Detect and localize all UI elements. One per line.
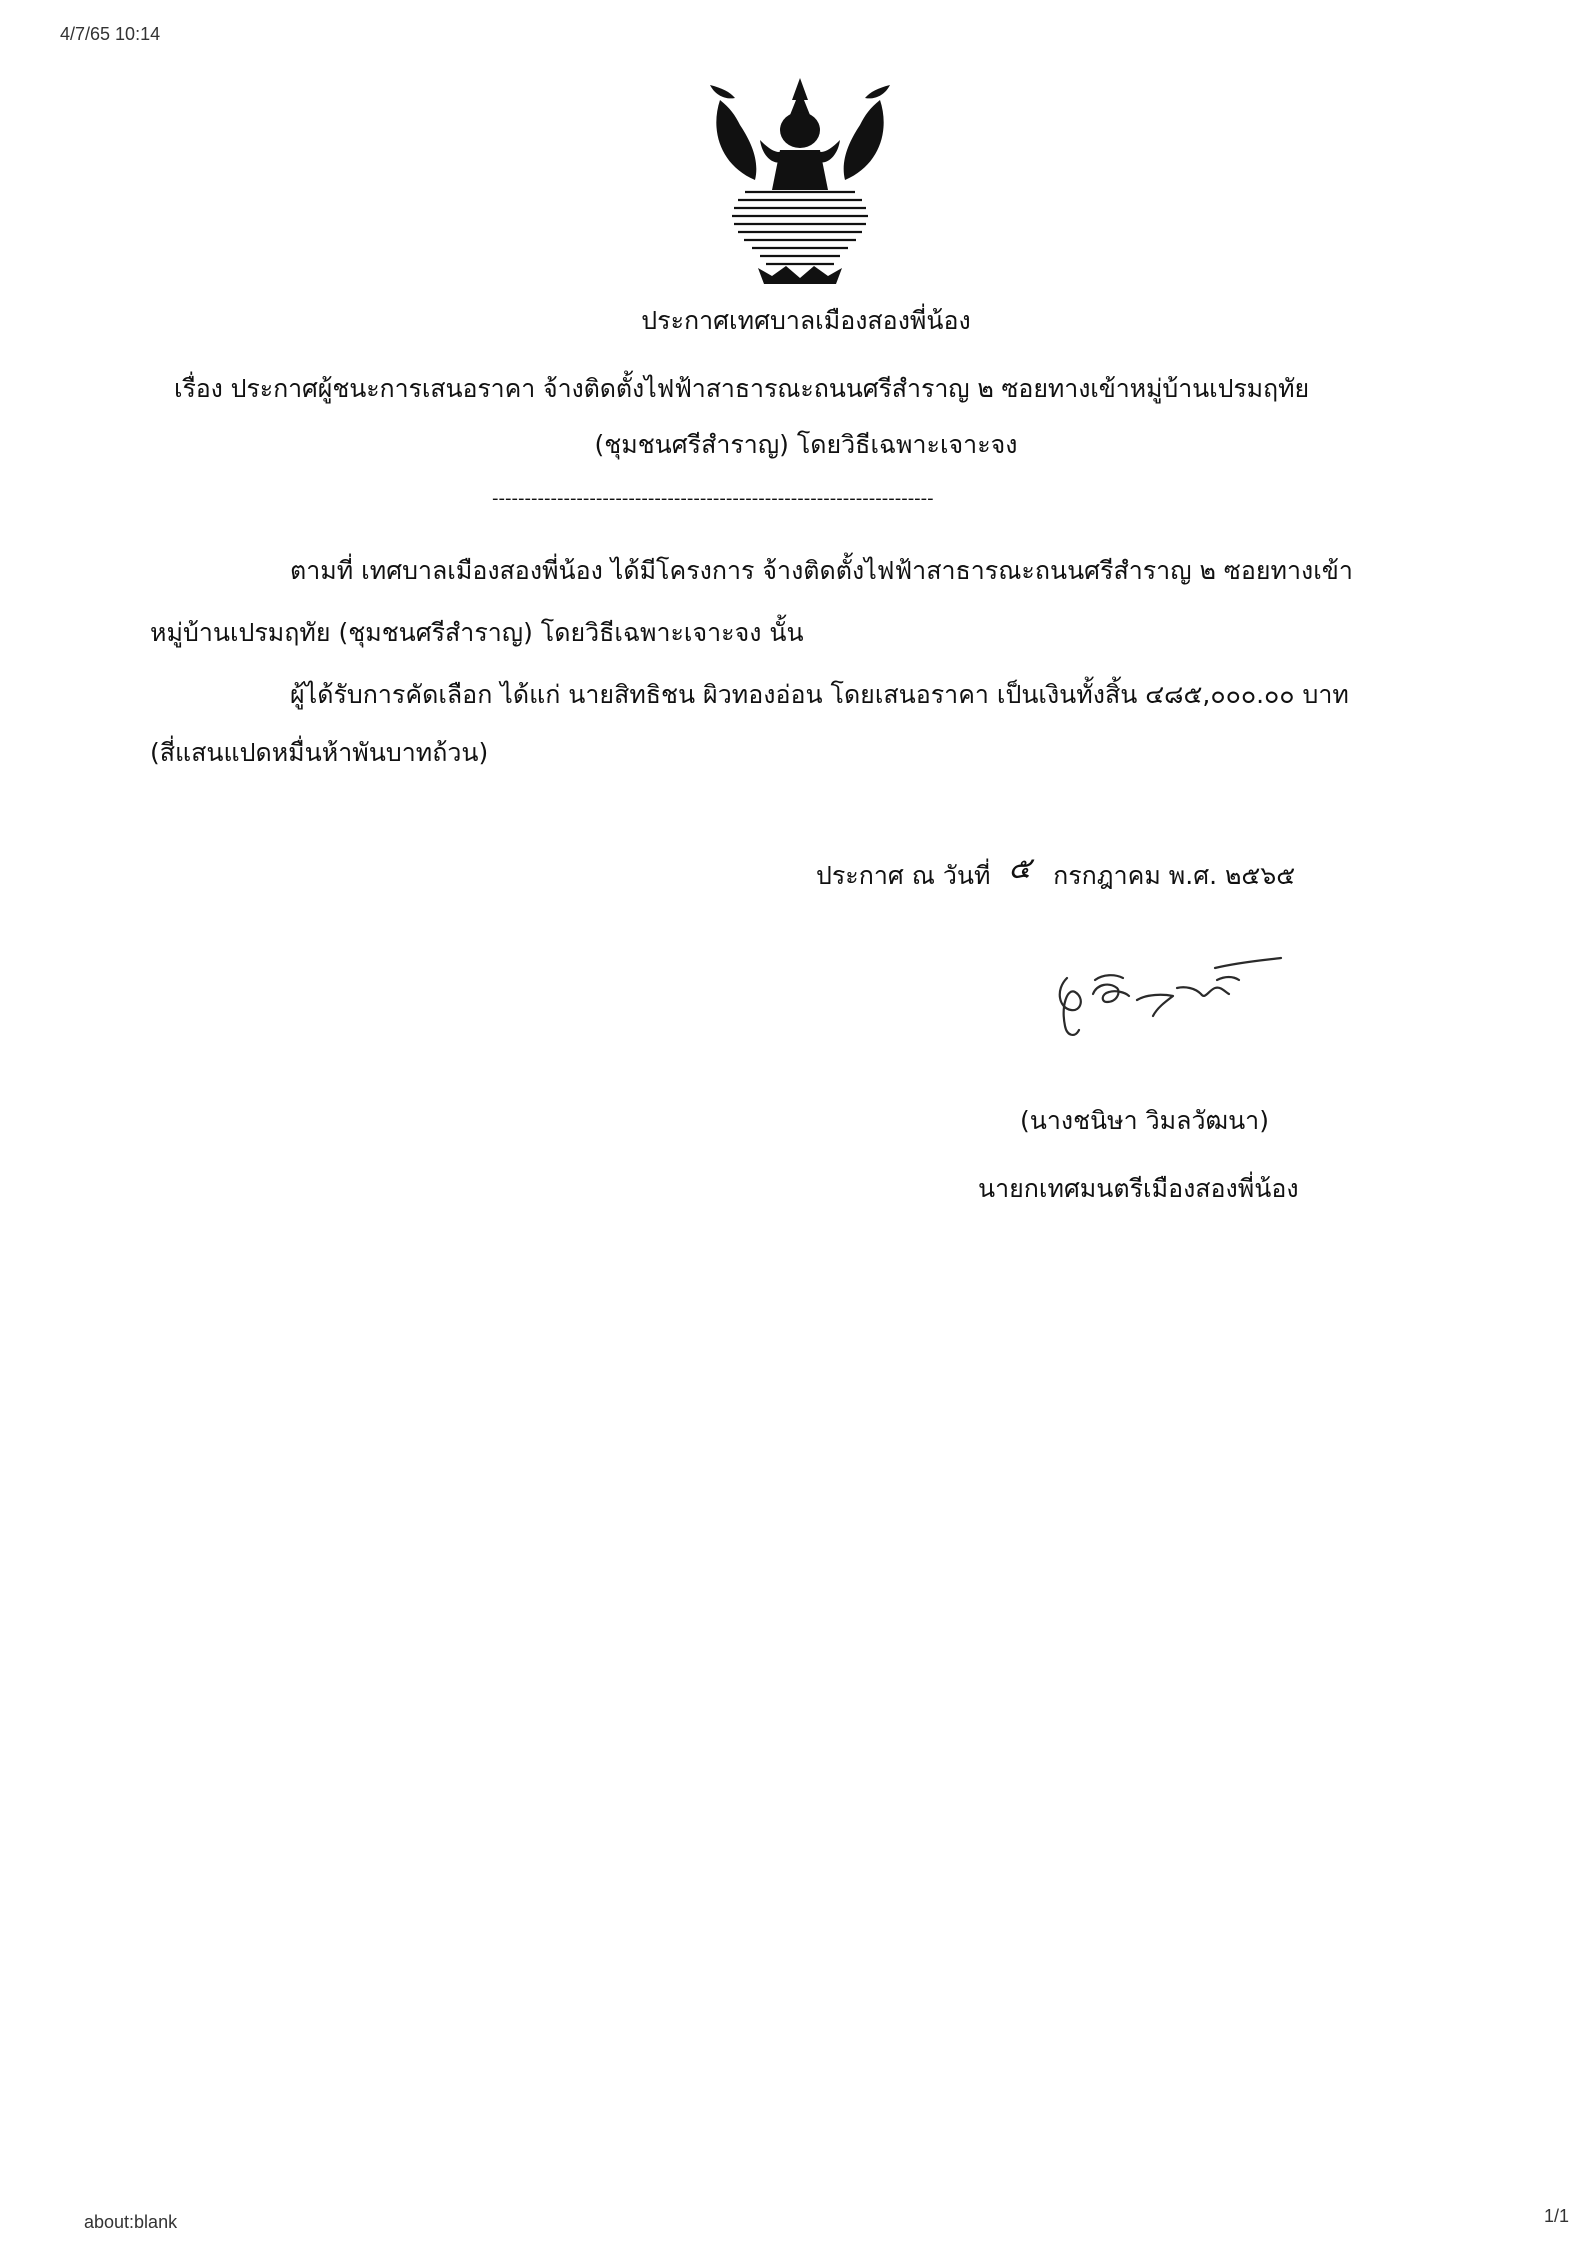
paragraph-2-line-2: (สี่แสนแปดหมื่นห้าพันบาทถ้วน) <box>150 738 489 767</box>
signer-title: นายกเทศมนตรีเมืองสองพี่น้อง <box>978 1174 1299 1203</box>
paragraph-1-line-1: ตามที่ เทศบาลเมืองสองพี่น้อง ได้มีโครงการ จ้างติดตั้งไฟฟ้าสาธารณะถนนศรีสำราญ ๒ ซอยทางเข้า <box>290 556 1353 585</box>
date-month-year: กรกฎาคม พ.ศ. ๒๕๖๕ <box>1053 861 1296 890</box>
handwritten-signature <box>1045 950 1285 1050</box>
print-footer-url: about:blank <box>84 2212 178 2232</box>
print-timestamp: 4/7/65 10:14 <box>60 24 161 44</box>
date-prefix: ประกาศ ณ วันที่ <box>816 861 991 890</box>
paragraph-1-line-2: หมู่บ้านเปรมฤทัย (ชุมชนศรีสำราญ) โดยวิธีเฉพาะเจาะจง นั้น <box>150 618 804 647</box>
print-footer-page: 1/1 <box>1544 2206 1570 2226</box>
date-day-handwritten: ๕ <box>1008 851 1032 886</box>
signer-name: (นางชนิษา วิมลวัฒนา) <box>1020 1106 1269 1135</box>
garuda-emblem-icon <box>700 70 900 290</box>
paragraph-2-line-1: ผู้ได้รับการคัดเลือก ได้แก่ นายสิทธิชน ผิวทองอ่อน โดยเสนอราคา เป็นเงินทั้งสิ้น ๔๘๕,๐๐๐.๐๐ บาท <box>290 680 1349 709</box>
issuer-title: ประกาศเทศบาลเมืองสองพี่น้อง <box>641 306 971 335</box>
announcement-date <box>816 851 1296 890</box>
subject-line-2: (ชุมชนศรีสำราญ) โดยวิธีเฉพาะเจาะจง <box>594 430 1018 459</box>
subject-line-1: เรื่อง ประกาศผู้ชนะการเสนอราคา จ้างติดตั้งไฟฟ้าสาธารณะถนนศรีสำราญ ๒ ซอยทางเข้าหมู่บ้านเปรมฤทัย <box>174 374 1310 403</box>
divider-line: -------------------------------------------------------------------- <box>492 488 934 509</box>
